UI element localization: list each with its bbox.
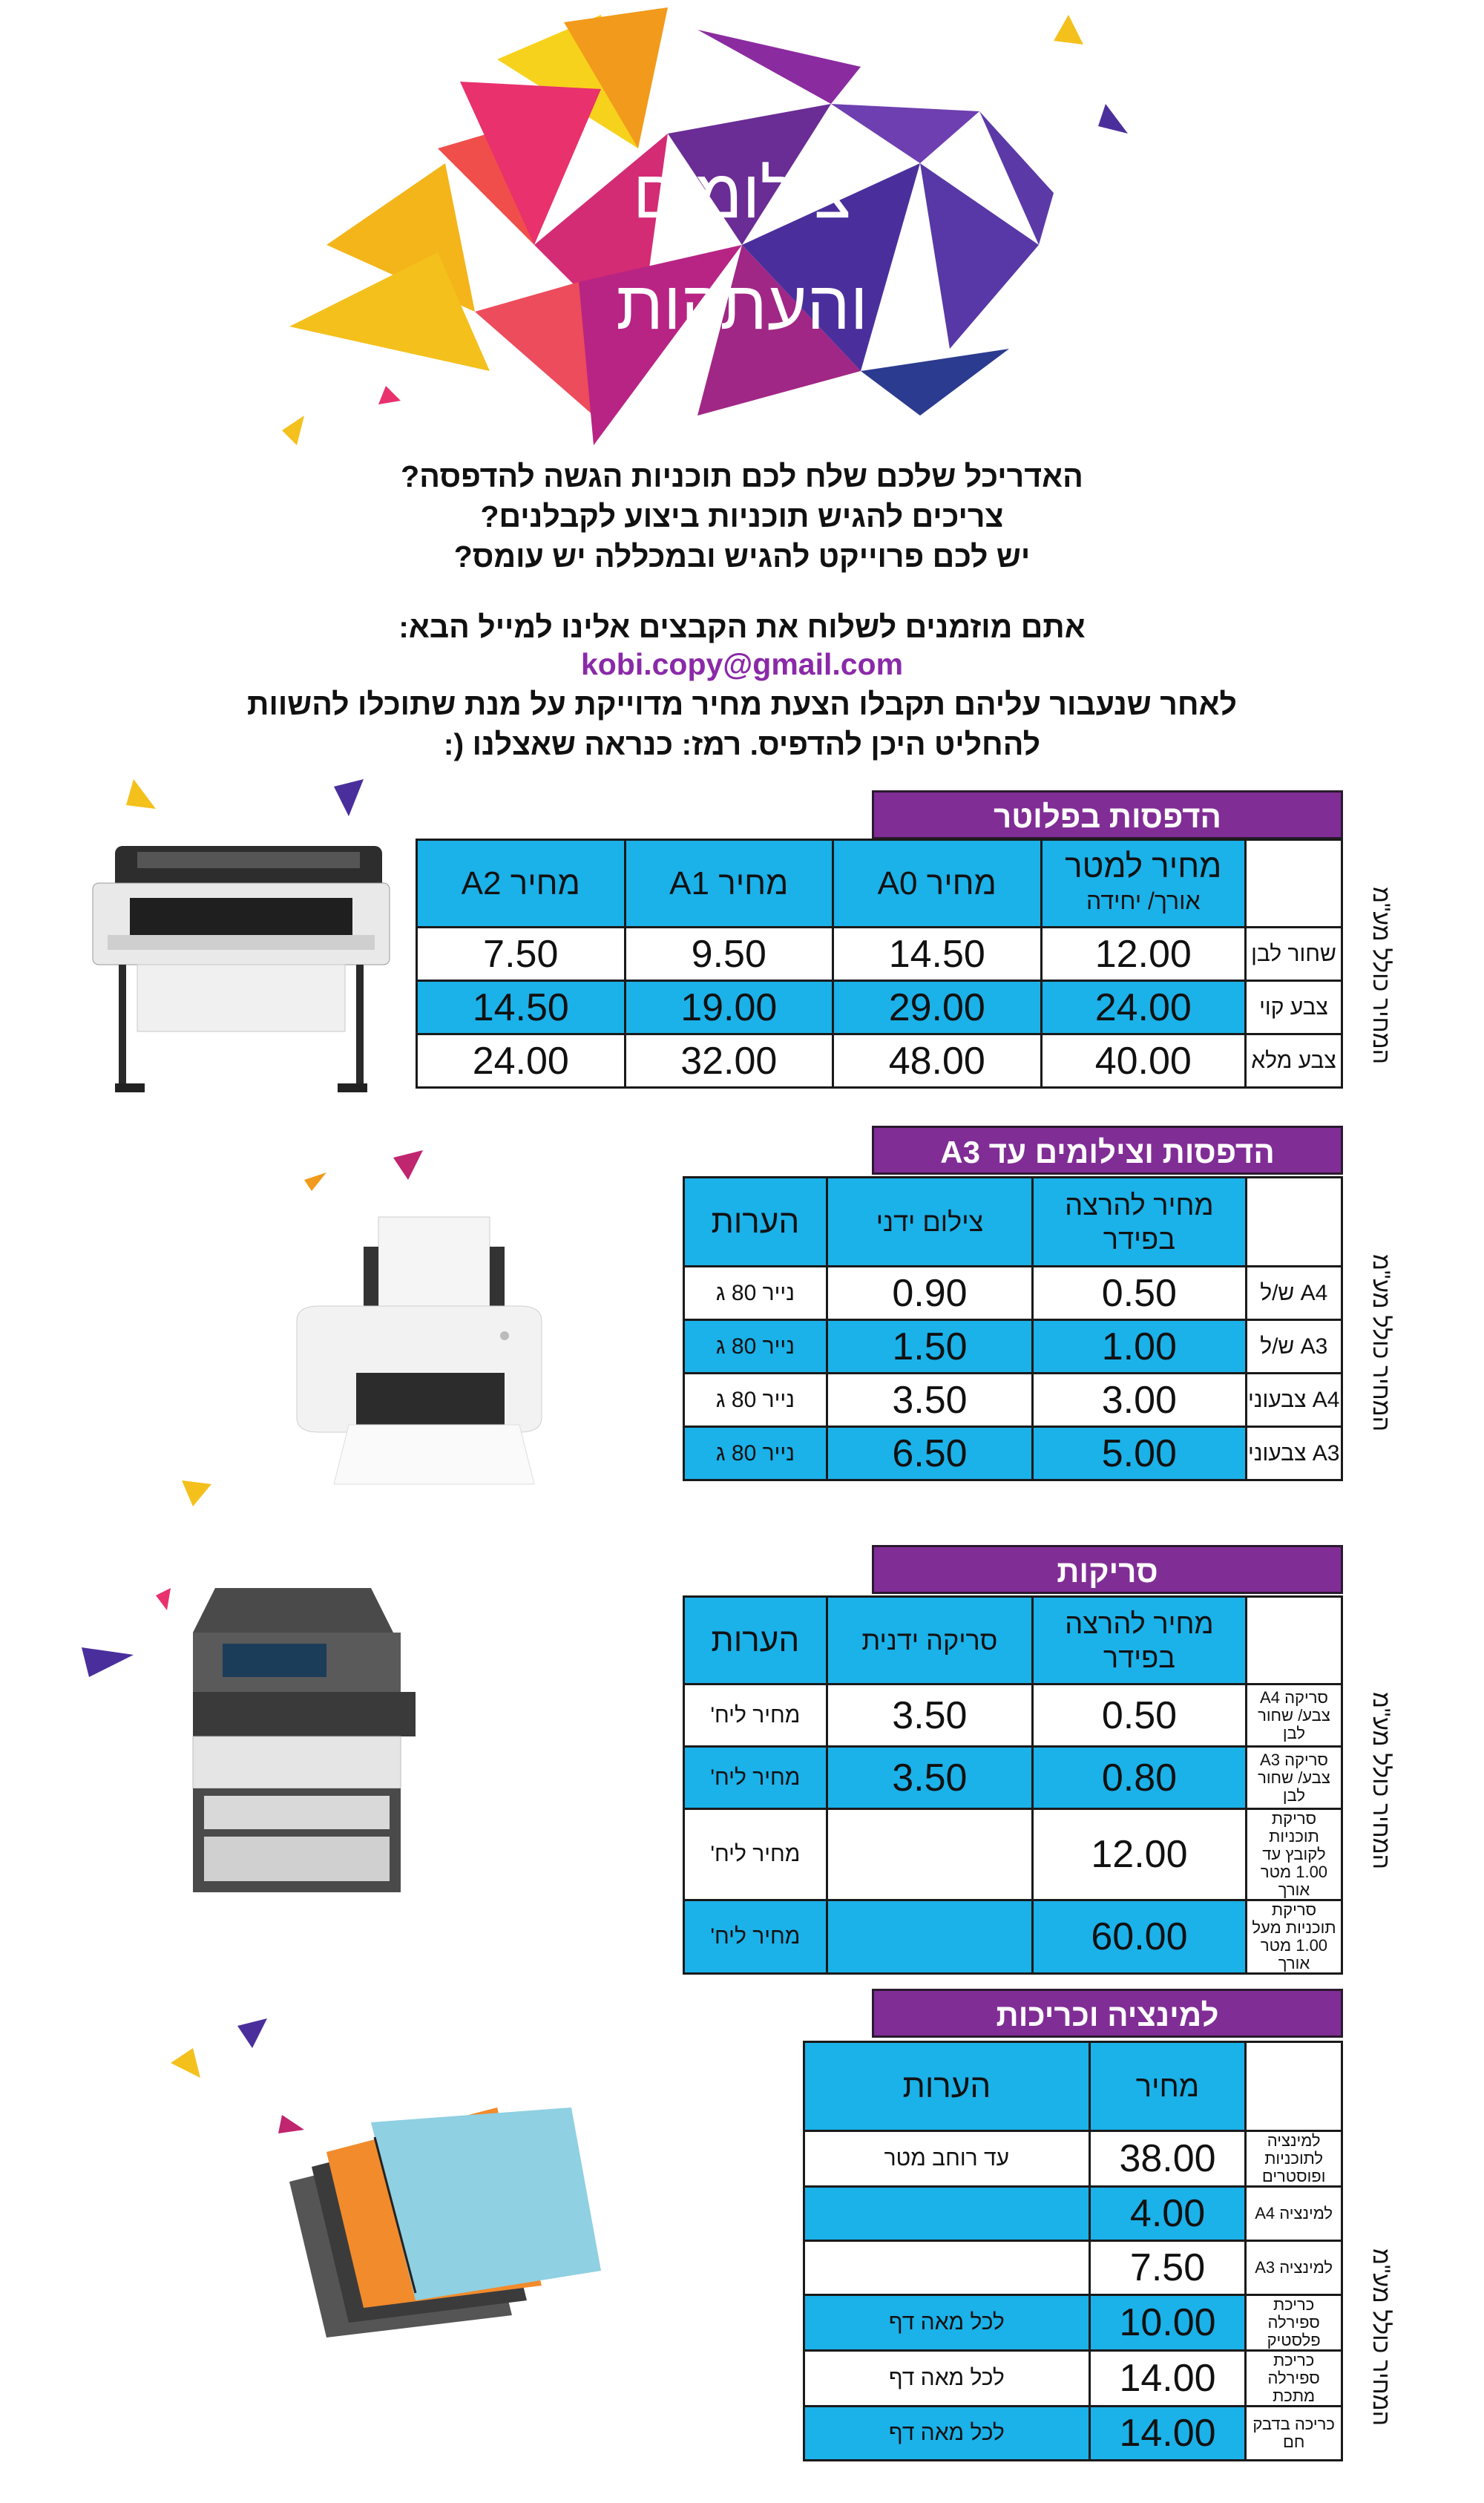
price-cell: 6.50	[827, 1427, 1032, 1480]
decor-triangles-3	[178, 1477, 223, 1514]
note-cell: לכל מאה דף	[804, 2295, 1090, 2351]
row-label: סריקת תוכניות מעל 1.00 מטר אורך	[1246, 1900, 1342, 1974]
price-cell: 38.00	[1089, 2131, 1246, 2187]
header-text: מחיר להרצה	[1065, 1608, 1214, 1640]
intro-line2: צריכים להגיש תוכניות ביצוע לקבלנים?	[480, 499, 1004, 534]
note-cell	[804, 2187, 1090, 2241]
table-row	[804, 2241, 1342, 2295]
note-cell: לכל מאה דף	[804, 2351, 1090, 2407]
a3-price-table	[683, 1176, 1343, 1481]
note-cell: נייר 80 ג	[684, 1374, 827, 1427]
price-cell: 0.50	[1033, 1267, 1246, 1320]
col-header-feeder	[1033, 1178, 1246, 1267]
price-cell: 3.50	[827, 1374, 1032, 1427]
price-cell: 1.50	[827, 1320, 1032, 1374]
row-label: A4 צבעוני	[1246, 1374, 1342, 1427]
row-label: למינציה A3	[1246, 2241, 1342, 2295]
price-cell	[827, 1809, 1032, 1900]
header-text: מחיר להרצה	[1065, 1190, 1214, 1221]
price-cell: 14.50	[417, 981, 626, 1034]
price-cell: 3.50	[827, 1684, 1032, 1747]
table-row	[804, 2351, 1342, 2407]
price-cell: 0.90	[827, 1267, 1032, 1320]
price-cell: 1.00	[1033, 1320, 1246, 1374]
col-header-per-meter	[1041, 840, 1246, 928]
row-label: סריקה A4 צבע/ שחור לבן	[1246, 1684, 1342, 1747]
price-cell: 19.00	[625, 981, 833, 1034]
copier-image	[178, 1573, 430, 1900]
table-row	[684, 1320, 1342, 1374]
lamination-price-table	[803, 2041, 1343, 2461]
note-cell: מחיר ליח'	[684, 1747, 827, 1809]
col-header-manual: סריקה ידנית	[827, 1597, 1032, 1684]
note-cell: נייר 80 ג	[684, 1427, 827, 1480]
table-corner	[1246, 1597, 1342, 1684]
email-link[interactable]: kobi.copy@gmail.com	[580, 647, 904, 681]
price-cell	[827, 1900, 1032, 1974]
col-header-price: מחיר	[1089, 2042, 1246, 2131]
col-header-manual: צילום ידני	[827, 1178, 1032, 1267]
row-label: כריכת ספירלה מתכת	[1246, 2351, 1342, 2407]
table-corner	[1246, 840, 1342, 928]
printer-image	[282, 1202, 556, 1506]
scan-price-table	[683, 1595, 1343, 1975]
header-subtext: בפידר	[1103, 1224, 1175, 1256]
table-row	[417, 981, 1342, 1034]
col-header-a2: מחיר A2	[417, 840, 626, 928]
header-subtext: אורך/ יחידה	[1086, 887, 1201, 914]
price-cell: 10.00	[1089, 2295, 1246, 2351]
lamination-section-title: למינציה וכריכות	[872, 1989, 1343, 2038]
table-corner	[1246, 1178, 1342, 1267]
row-label: כריכה בדבק חם	[1246, 2407, 1342, 2461]
price-cell: 32.00	[625, 1034, 833, 1088]
price-cell: 14.50	[833, 928, 1041, 981]
row-label: צבע קוי	[1246, 981, 1342, 1034]
row-label: שחור לבן	[1246, 928, 1342, 981]
vat-note-4: המחיר כולל מע"מ	[1368, 2248, 1395, 2426]
price-cell: 29.00	[833, 981, 1041, 1034]
row-label: למינציה A4	[1246, 2187, 1342, 2241]
price-cell: 0.50	[1033, 1684, 1247, 1747]
intro-line3: יש לכם פרוייקט להגיש ובמכללה יש עומס?	[453, 539, 1031, 574]
intro-line4: אתם מוזמנים לשלוח את הקבצים אלינו למייל הבא:	[398, 610, 1086, 644]
table-row	[684, 1427, 1342, 1480]
header-subtext: בפידר	[1103, 1642, 1176, 1674]
col-header-feeder	[1033, 1597, 1247, 1684]
table-row	[684, 1900, 1342, 1974]
table-row	[684, 1374, 1342, 1427]
price-cell: 60.00	[1033, 1900, 1247, 1974]
price-cell: 14.00	[1089, 2407, 1246, 2461]
plotter-section-title: הדפסות בפלוטר	[872, 790, 1343, 839]
note-cell: עד רוחב מטר	[804, 2131, 1090, 2187]
price-cell: 14.00	[1089, 2351, 1246, 2407]
note-cell: מחיר ליח'	[684, 1900, 827, 1974]
hero-title-line1: צילומים	[632, 157, 852, 232]
intro-line1: האדריכל שלכם שלח לכם תוכניות הגשה להדפסה?	[401, 459, 1083, 493]
row-label: סריקה A3 צבע/ שחור לבן	[1246, 1747, 1342, 1809]
table-row	[684, 1684, 1342, 1747]
vat-note-1: המחיר כולל מע"מ	[1368, 887, 1395, 1064]
vat-note-2: המחיר כולל מע"מ	[1368, 1254, 1395, 1431]
col-header-notes: הערות	[804, 2042, 1090, 2131]
note-cell: מחיר ליח'	[684, 1809, 827, 1900]
price-cell: 40.00	[1041, 1034, 1246, 1088]
row-label: למינציה לתוכניות ופוסטרים	[1246, 2131, 1342, 2187]
col-header-notes: הערות	[684, 1178, 827, 1267]
intro-line5: לאחר שנעבור עליהם תקבלו הצעת מחיר מדוייקת על מנת שתוכלו להשוות	[247, 687, 1237, 721]
price-cell: 7.50	[1089, 2241, 1246, 2295]
table-row	[684, 1267, 1342, 1320]
note-cell: נייר 80 ג	[684, 1320, 827, 1374]
plotter-image	[85, 831, 397, 1106]
price-cell: 12.00	[1041, 928, 1246, 981]
table-row	[804, 2187, 1342, 2241]
row-label: כריכת ספירלה פלסטיק	[1246, 2295, 1342, 2351]
table-row	[684, 1809, 1342, 1900]
plotter-price-table	[416, 839, 1343, 1089]
price-cell: 3.50	[827, 1747, 1032, 1809]
price-cell: 0.80	[1033, 1747, 1247, 1809]
row-label: A3 ש/ל	[1246, 1320, 1342, 1374]
price-cell: 5.00	[1033, 1427, 1246, 1480]
row-label: A3 צבעוני	[1246, 1427, 1342, 1480]
price-cell: 3.00	[1033, 1374, 1246, 1427]
row-label: A4 ש/ל	[1246, 1267, 1342, 1320]
scan-section-title: סריקות	[872, 1545, 1343, 1594]
table-row	[804, 2131, 1342, 2187]
price-cell: 4.00	[1089, 2187, 1246, 2241]
note-cell: נייר 80 ג	[684, 1267, 827, 1320]
note-cell: לכל מאה דף	[804, 2407, 1090, 2461]
note-cell	[804, 2241, 1090, 2295]
col-header-a0: מחיר A0	[833, 840, 1041, 928]
table-row	[684, 1747, 1342, 1809]
notebooks-image	[275, 2093, 631, 2338]
price-cell: 24.00	[417, 1034, 626, 1088]
price-cell: 9.50	[625, 928, 833, 981]
table-corner	[1246, 2042, 1342, 2131]
col-header-a1: מחיר A1	[625, 840, 833, 928]
price-cell: 48.00	[833, 1034, 1041, 1088]
col-header-notes: הערות	[684, 1597, 827, 1684]
table-row	[804, 2407, 1342, 2461]
table-row	[417, 928, 1342, 981]
vat-note-3: המחיר כולל מע"מ	[1368, 1692, 1395, 1869]
table-row	[417, 1034, 1342, 1088]
table-row	[804, 2295, 1342, 2351]
header-text: מחיר למטר	[1065, 847, 1222, 885]
decor-triangles-2	[282, 1143, 445, 1202]
intro-line6: להחליט היכן להדפיס. רמז: כנראה שאצלנו (:	[443, 727, 1041, 761]
row-label: צבע מלא	[1246, 1034, 1342, 1088]
a3-section-title: הדפסות וצילומים עד A3	[872, 1126, 1343, 1175]
price-cell: 7.50	[417, 928, 626, 981]
row-label: סריקת תוכניות לקובץ עד 1.00 מטר אורך	[1246, 1809, 1342, 1900]
hero-title-line2: והעתקות	[616, 268, 868, 344]
note-cell: מחיר ליח'	[684, 1684, 827, 1747]
price-cell: 24.00	[1041, 981, 1246, 1034]
price-cell: 12.00	[1033, 1809, 1247, 1900]
